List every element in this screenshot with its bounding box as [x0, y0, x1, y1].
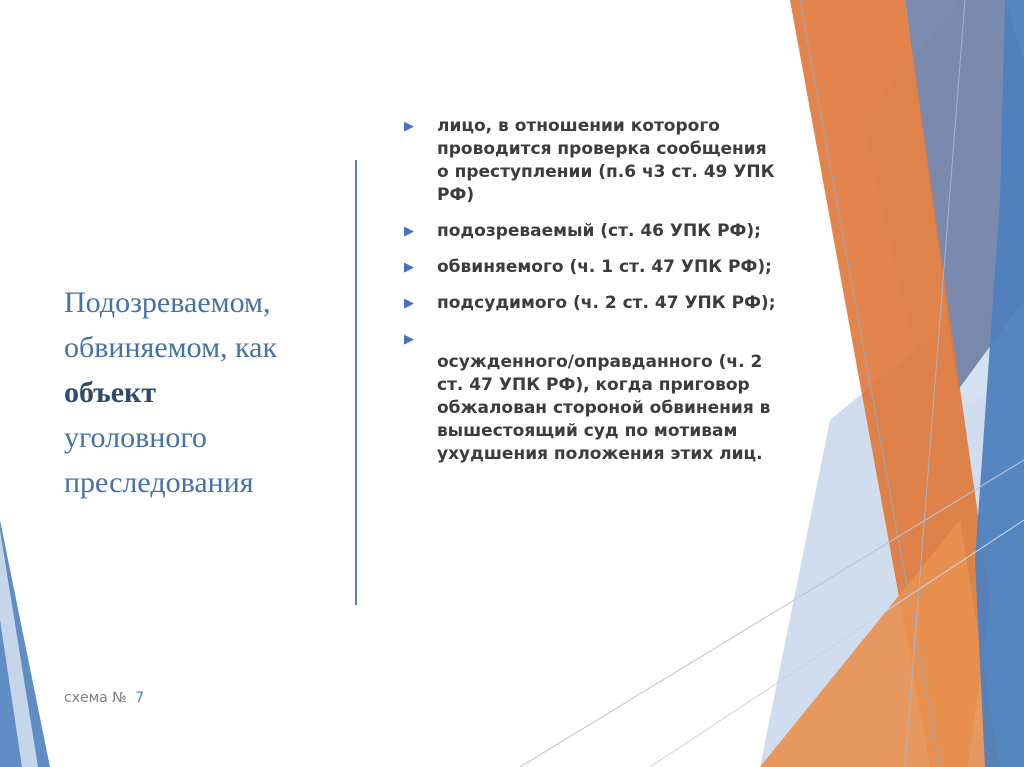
- arrow-bullet-icon: ▶: [404, 260, 414, 275]
- bullet-text: подсудимого (ч. 2 ст. 47 УПК РФ);: [437, 293, 776, 313]
- bullet-text: лицо, в отношении которого проводится проверка сообщения о преступлении (п.6 ч3 ст. 49 УПК РФ): [437, 116, 775, 205]
- bullet-item: [404, 115, 784, 207]
- bullet-text: подозреваемый (ст. 46 УПК РФ);: [437, 221, 761, 241]
- footer-number: 7: [135, 690, 145, 706]
- arrow-bullet-icon: ▶: [404, 119, 414, 134]
- bullet-item: [404, 328, 784, 466]
- bullet-text: обвиняемого (ч. 1 ст. 47 УПК РФ);: [437, 257, 772, 277]
- bullet-item: [404, 292, 784, 315]
- title-line-emphasis: объект: [64, 376, 157, 409]
- bullet-item: [404, 220, 784, 243]
- arrow-bullet-icon: ▶: [404, 296, 414, 311]
- title-line-5: преследования: [64, 466, 254, 499]
- bullet-text: осужденного/оправданного (ч. 2 ст. 47 УПК РФ), когда приговор обжалован стороной обвинения в вышестоящий суд по мотивам ухудшения положения этих лиц.: [437, 352, 771, 464]
- bullet-item: [404, 256, 784, 279]
- slide-title: [64, 280, 349, 505]
- title-line-4: уголовного: [64, 421, 207, 454]
- slide-footer: [64, 690, 144, 706]
- arrow-bullet-icon: ▶: [404, 224, 414, 239]
- title-line-1: Подозреваемом,: [64, 286, 271, 319]
- arrow-bullet-icon: ▶: [404, 332, 414, 347]
- footer-label: схема №: [64, 690, 127, 706]
- title-line-2: обвиняемом, как: [64, 331, 278, 364]
- bullet-spacer: [437, 328, 784, 351]
- vertical-divider: [355, 160, 357, 605]
- bullet-list: [404, 115, 784, 479]
